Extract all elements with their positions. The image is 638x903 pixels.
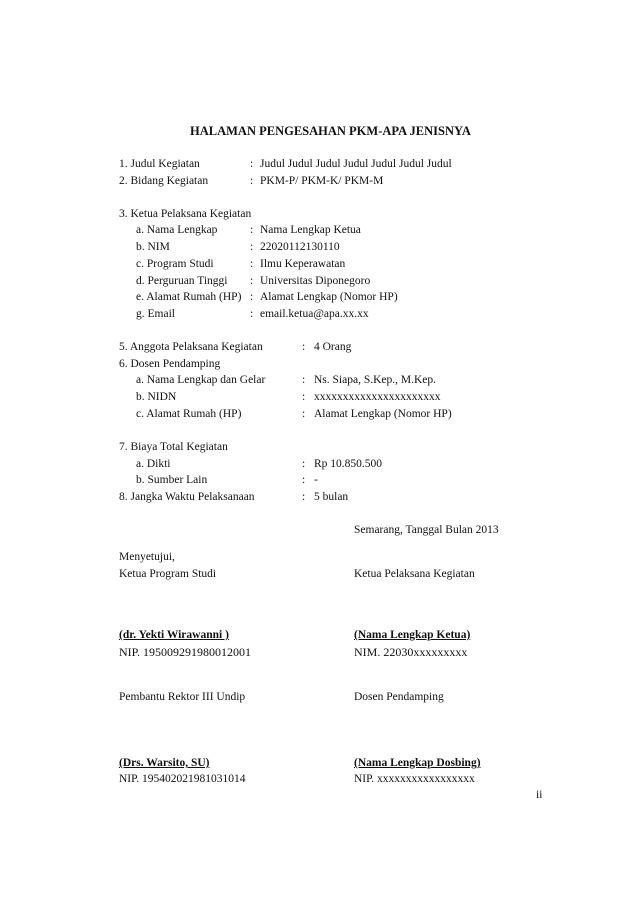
- ketua-label: g. Email: [136, 308, 175, 320]
- jangka-value: 5 bulan: [314, 491, 349, 503]
- left-signatory-id: NIP. 195009291980012001: [119, 645, 252, 659]
- separator: :: [250, 224, 254, 236]
- ketua-value: Universitas Diponegoro: [260, 275, 371, 287]
- place-date: Semarang, Tanggal Bulan 2013: [354, 524, 499, 536]
- anggota-value: 4 Orang: [314, 341, 352, 353]
- ketua-value: 22020112130110: [260, 241, 340, 253]
- approval-label: Menyetujui,: [119, 551, 175, 563]
- biaya-label: b. Sumber Lain: [136, 474, 208, 486]
- separator: :: [250, 308, 254, 320]
- biaya-label: a. Dikti: [136, 458, 171, 470]
- dosen-value: xxxxxxxxxxxxxxxxxxxxxx: [314, 391, 441, 403]
- anggota-label: 5. Anggota Pelaksana Kegiatan: [119, 341, 263, 353]
- right-role: Dosen Pendamping: [354, 691, 444, 703]
- separator: :: [250, 175, 254, 187]
- ketua-value: email.ketua@apa.xx.xx: [260, 308, 369, 320]
- ketua-label: c. Program Studi: [136, 258, 214, 270]
- separator: :: [302, 341, 306, 353]
- ketua-label: e. Alamat Rumah (HP): [136, 291, 242, 303]
- separator: :: [250, 241, 254, 253]
- judul-label: 1. Judul Kegiatan: [119, 158, 200, 170]
- separator: :: [302, 374, 306, 386]
- ketua-label: d. Perguruan Tinggi: [136, 275, 228, 287]
- dosen-label: a. Nama Lengkap dan Gelar: [136, 374, 266, 386]
- ketua-heading: 3. Ketua Pelaksana Kegiatan: [119, 208, 252, 220]
- separator: :: [250, 291, 254, 303]
- ketua-value: Nama Lengkap Ketua: [260, 224, 361, 236]
- bidang-label: 2. Bidang Kegiatan: [119, 175, 209, 187]
- separator: :: [250, 158, 254, 170]
- judul-value: Judul Judul Judul Judul Judul Judul Judul: [260, 158, 452, 170]
- separator: :: [302, 408, 306, 420]
- dosen-label: b. NIDN: [136, 391, 177, 403]
- separator: :: [302, 474, 306, 486]
- dosen-value: Ns. Siapa, S.Kep., M.Kep.: [314, 374, 437, 386]
- separator: :: [302, 458, 306, 470]
- page-number: ii: [536, 789, 543, 801]
- dosen-value: Alamat Lengkap (Nomor HP): [314, 408, 452, 420]
- separator: :: [302, 491, 306, 503]
- right-signatory-id: NIP. xxxxxxxxxxxxxxxxx: [354, 773, 475, 785]
- ketua-value: Ilmu Keperawatan: [260, 258, 346, 270]
- left-role: Pembantu Rektor III Undip: [119, 691, 246, 703]
- left-signatory-id: NIP. 195402021981031014: [119, 773, 246, 785]
- ketua-value: Alamat Lengkap (Nomor HP): [260, 291, 398, 303]
- left-signatory-name: (Drs. Warsito, SU): [119, 757, 210, 769]
- separator: :: [302, 391, 306, 403]
- ketua-label: a. Nama Lengkap: [136, 224, 218, 236]
- separator: :: [250, 258, 254, 270]
- page-title: HALAMAN PENGESAHAN PKM-APA JENISNYA: [190, 124, 471, 138]
- left-role: Ketua Program Studi: [119, 568, 217, 580]
- right-signatory-id: NIM. 22030xxxxxxxxx: [354, 645, 468, 659]
- right-signatory-name: (Nama Lengkap Dosbing): [354, 757, 481, 769]
- dosen-heading: 6. Dosen Pendamping: [119, 358, 221, 370]
- biaya-value: Rp 10.850.500: [314, 458, 383, 470]
- separator: :: [250, 275, 254, 287]
- left-signatory-name: (dr. Yekti Wirawanni ): [119, 629, 229, 641]
- right-role: Ketua Pelaksana Kegiatan: [354, 568, 475, 580]
- dosen-label: c. Alamat Rumah (HP): [136, 408, 242, 420]
- right-signatory-name: (Nama Lengkap Ketua): [354, 629, 471, 641]
- bidang-value: PKM-P/ PKM-K/ PKM-M: [260, 175, 384, 187]
- biaya-heading: 7. Biaya Total Kegiatan: [119, 441, 228, 453]
- biaya-value: -: [314, 474, 318, 486]
- ketua-label: b. NIM: [136, 241, 170, 253]
- jangka-label: 8. Jangka Waktu Pelaksanaan: [119, 491, 255, 503]
